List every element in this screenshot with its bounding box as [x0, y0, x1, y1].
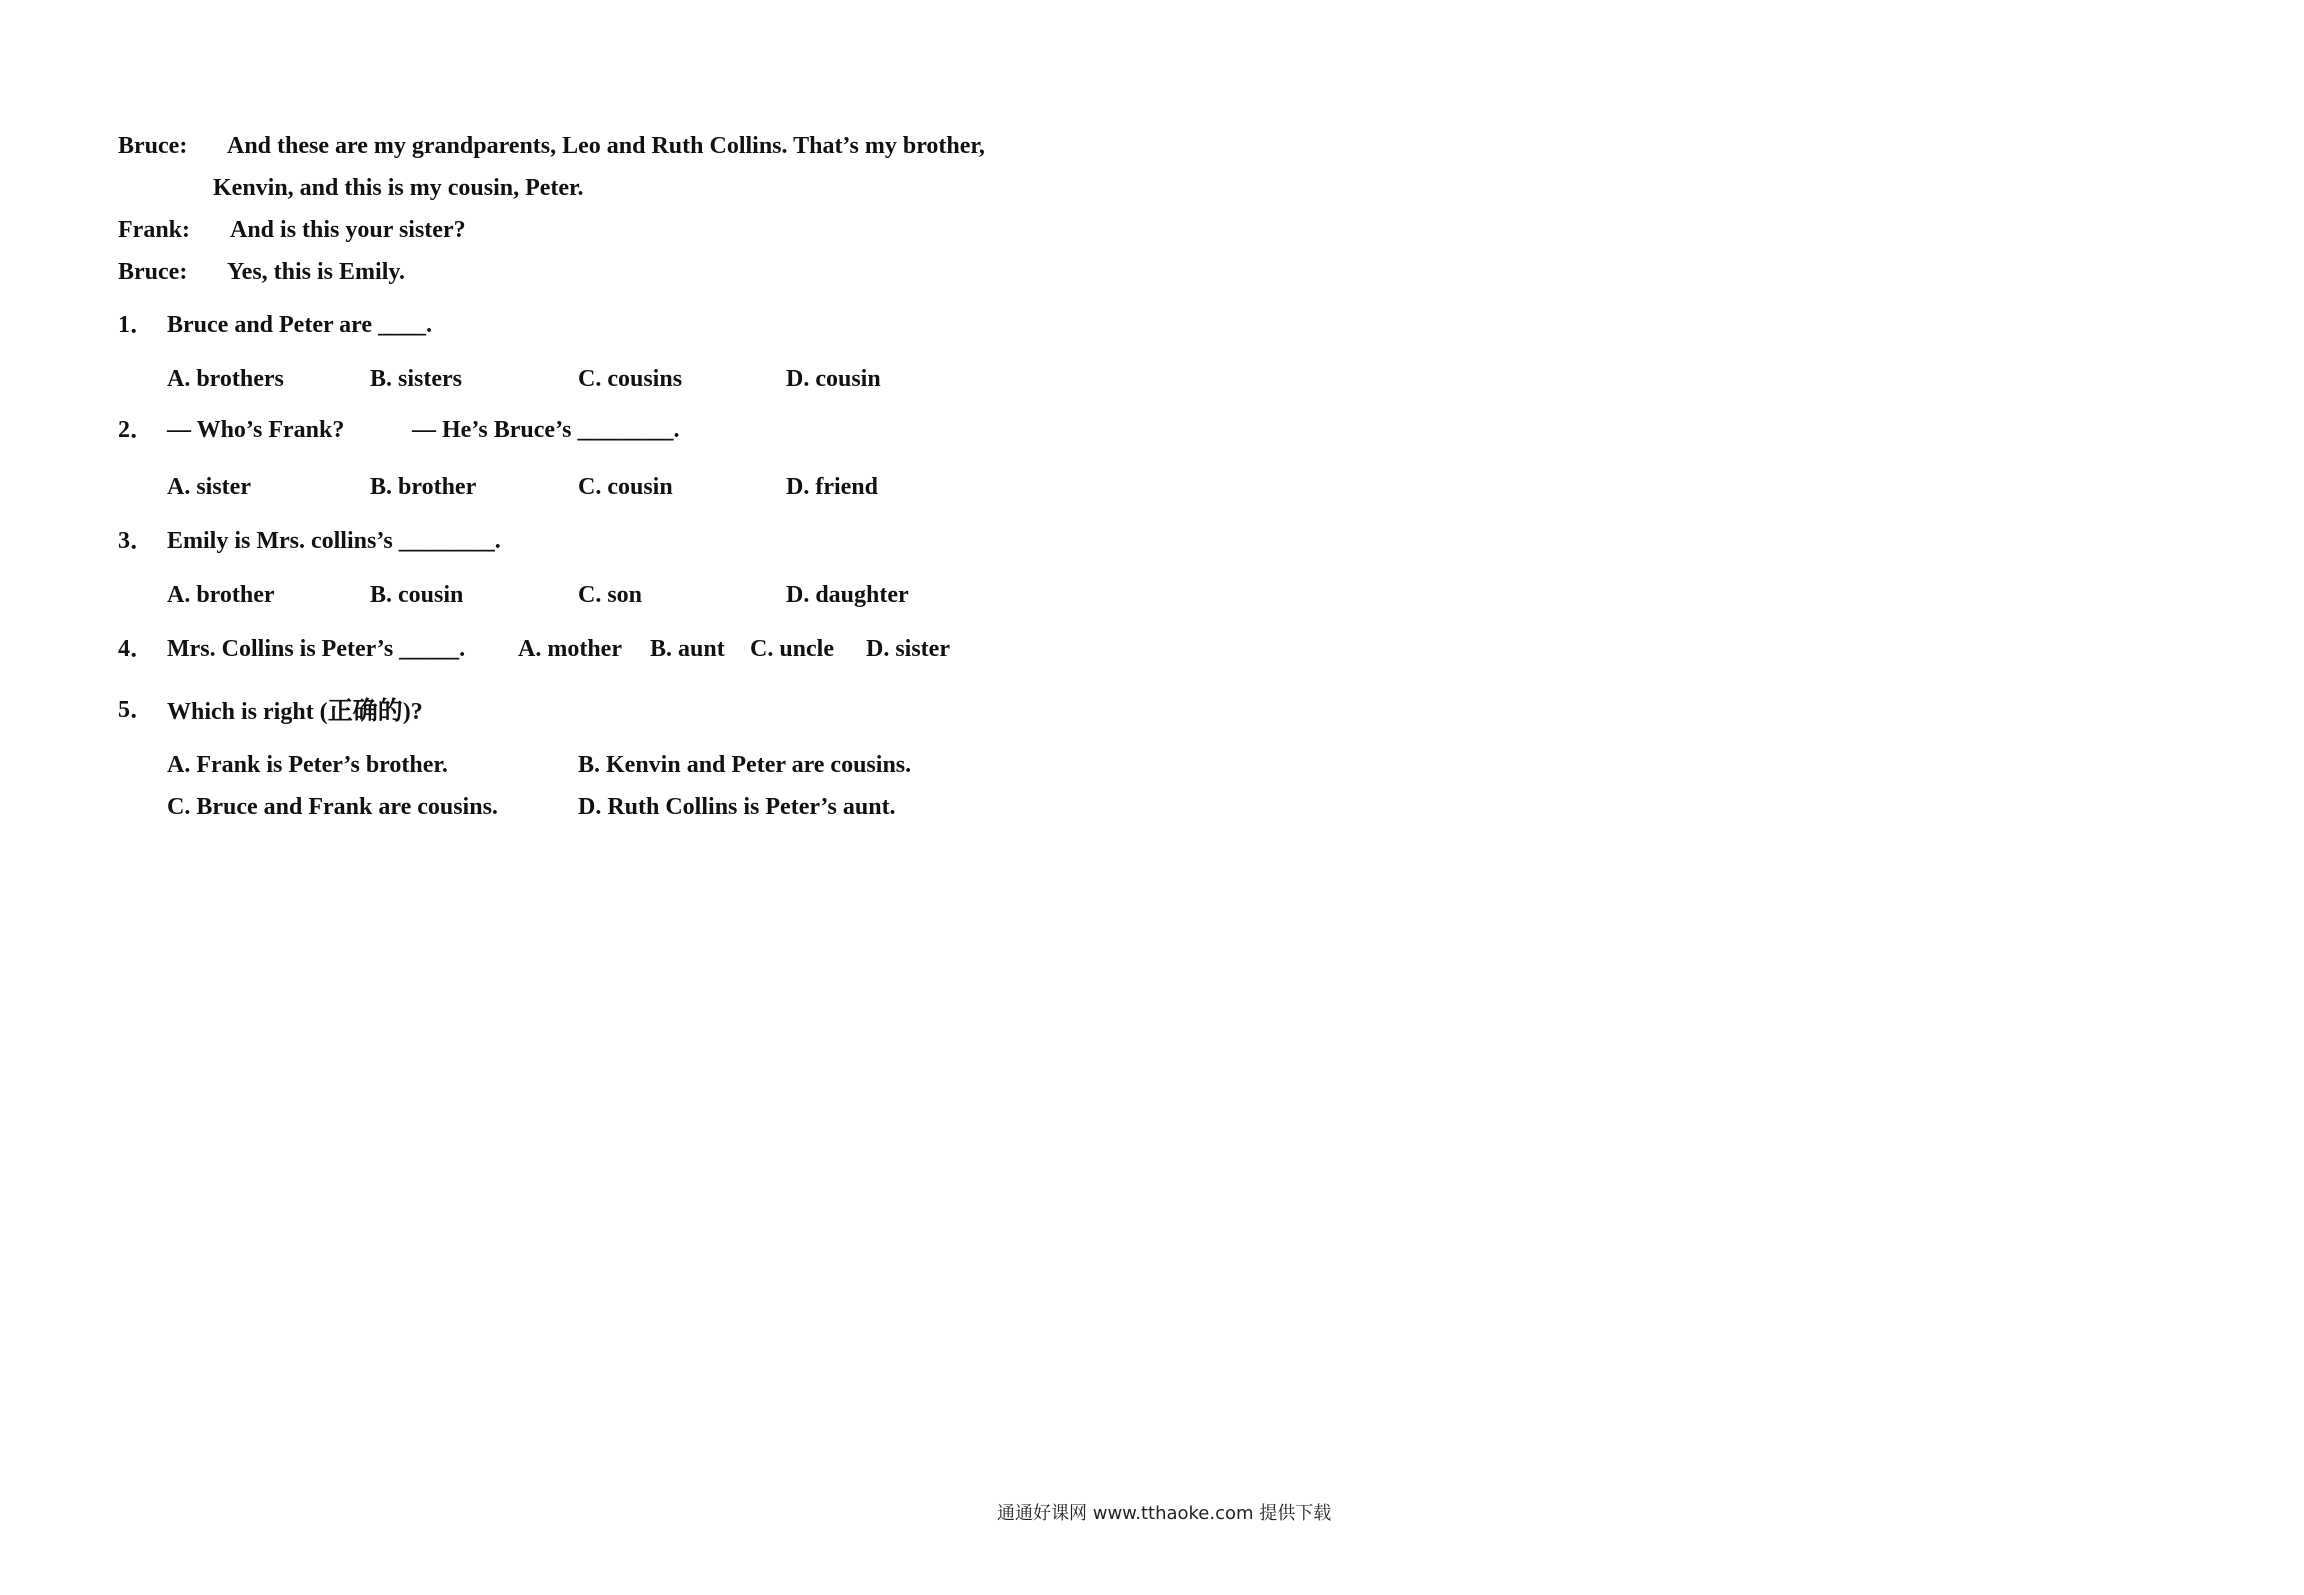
dialogue-line: Yes, this is Emily. [227, 259, 406, 285]
dialogue-speaker: Bruce: [118, 133, 188, 159]
option: B. aunt [650, 636, 725, 662]
dialogue-speaker: Frank: [118, 217, 190, 243]
option: C. Bruce and Frank are cousins. [167, 794, 498, 820]
option: D. Ruth Collins is Peter’s aunt. [578, 794, 896, 820]
option: C. cousins [578, 366, 683, 392]
option: D. daughter [786, 582, 909, 608]
option: A. brothers [167, 366, 284, 392]
question-number: 4． [118, 636, 154, 662]
question-stem-suffix: )? [402, 699, 423, 725]
option: D. cousin [786, 366, 881, 392]
question-number: 2． [118, 417, 154, 443]
dialogue-line: Kenvin, and this is my cousin, Peter. [213, 175, 584, 201]
option: A. sister [167, 474, 251, 500]
question-stem: — He’s Bruce’s ________. [412, 417, 680, 443]
question-stem [167, 698, 423, 724]
question-number: 3． [118, 528, 154, 554]
question-number: 1． [118, 312, 154, 338]
question-stem-chinese: 正确的 [327, 696, 403, 725]
option: A. brother [167, 582, 275, 608]
option: B. sisters [370, 366, 462, 392]
option: A. mother [518, 636, 622, 662]
option: B. Kenvin and Peter are cousins. [578, 752, 912, 778]
option: B. brother [370, 474, 477, 500]
option: B. cousin [370, 582, 464, 608]
question-number: 5． [118, 697, 154, 723]
question-stem: Mrs. Collins is Peter’s _____. [167, 636, 466, 662]
footer-text: 通通好课网 www.tthaoke.com 提供下载 [997, 1503, 1332, 1524]
question-stem: — Who’s Frank? [167, 417, 345, 443]
question-stem: Emily is Mrs. collins’s ________. [167, 528, 501, 554]
option: A. Frank is Peter’s brother. [167, 752, 448, 778]
option: C. uncle [750, 636, 834, 662]
option: D. sister [866, 636, 950, 662]
dialogue-speaker: Bruce: [118, 259, 188, 285]
dialogue-line: And is this your sister? [230, 217, 466, 243]
option: C. son [578, 582, 643, 608]
question-stem: Bruce and Peter are ____. [167, 312, 433, 338]
dialogue-line: And these are my grandparents, Leo and Ruth Collins. That’s my brother, [227, 133, 985, 159]
option: D. friend [786, 474, 878, 500]
question-stem-prefix: Which is right ( [167, 699, 328, 725]
option: C. cousin [578, 474, 673, 500]
